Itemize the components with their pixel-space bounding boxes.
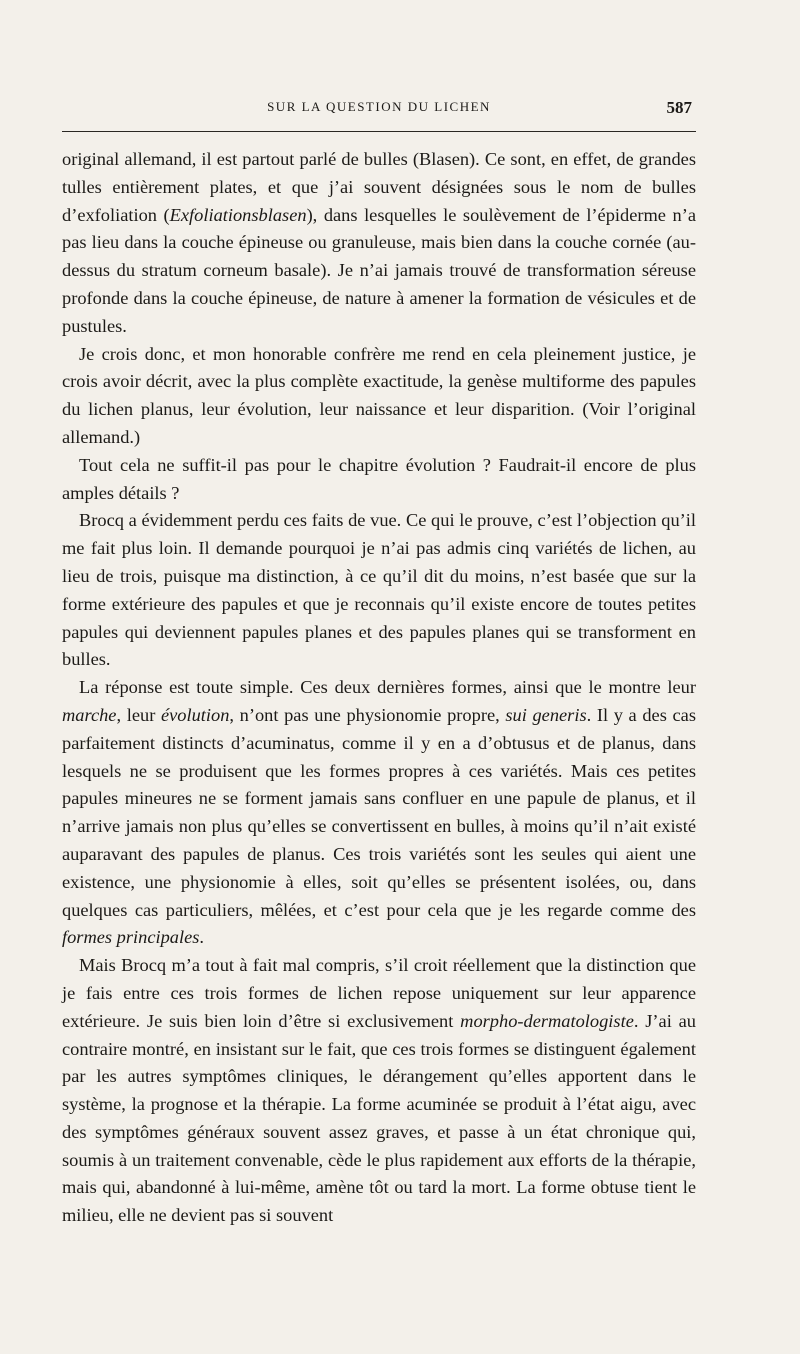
text-run: La réponse est toute simple. Ces deux dernières formes, ainsi que le montre leur [79, 677, 696, 698]
paragraph [62, 952, 696, 1230]
text-run: . J’ai au contraire montré, en insistant sur le fait, que ces trois formes se distinguent également par les autres symptômes cliniques, le dérangement qu’elles apportent dans le système, la prognose et la thérapie. La forme acuminée se produit à l’état aigu, avec des symptômes généraux souvent assez graves, et passe à un état chronique qui, soumis à un traitement convenable, cède le plus rapidement aux efforts de la thérapie, mais qui, abandonné à lui-même, amène tôt ou tard la mort. La forme obtuse tient le milieu, elle ne devient pas si souvent [62, 1010, 696, 1226]
paragraph [62, 146, 696, 341]
text-run: . Il y a des cas parfaitement distincts d’acuminatus, comme il y en a d’obtusus et de planus, dans lesquels ne se produisent que les formes propres à ces variétés. Mais ces petites papules mineures ne se forment jamais sans confluer en une papule de planus, et il n’arrive jamais non plus qu’elles se convertissent en bulles, à moins qu’il n’ait existé auparavant des papules de planus. Ces trois variétés sont les seules qui aient une existence, une physionomie à elles, soit qu’elles se présentent isolées, ou, dans quelques cas particuliers, mêlées, et c’est pour cela que je les regarde comme des [62, 704, 697, 920]
page-header [62, 99, 696, 123]
italic-text: évolution [160, 704, 230, 725]
page-number: 587 [666, 98, 692, 117]
paragraph [62, 341, 696, 452]
paragraph [62, 507, 696, 674]
text-run: , leur [116, 704, 161, 725]
text-run: Brocq a évidemment perdu ces faits de vue. Ce qui le prouve, c’est l’objection qu’il me fait plus loin. Il demande pourquoi je n’ai pas admis cinq variétés de lichen, au lieu de trois, puisque ma distinction, à ce qu’il dit du moins, n’est basée que sur la forme extérieure des papules et que je reconnais qu’il existe encore de toutes petites papules qui deviennent papules planes et des papules planes qui se transforment en bulles. [62, 510, 696, 670]
italic-text: sui generis [505, 704, 587, 725]
running-title: SUR LA QUESTION DU LICHEN [267, 99, 491, 114]
text-run: Mais Brocq m’a tout à fait mal compris, s’il croit réellement que la distinction que je fais entre ces trois formes de lichen repose uniquement sur leur apparence extérieure. Je suis bien loin d’être si exclusivement [62, 955, 696, 1031]
italic-text: morpho-dermatologiste [460, 1010, 634, 1031]
text-run: Je crois donc, et mon honorable confrère me rend en cela pleinement justice, je crois avoir décrit, avec la plus complète exactitude, la genèse multiforme des papules du lichen planus, leur évolution, leur naissance et leur disparition. (Voir l’original allemand.) [62, 343, 696, 447]
text-run: . [199, 927, 205, 948]
paragraph [62, 452, 696, 508]
italic-text: Exfoliationsblasen [169, 204, 307, 225]
italic-text: marche [62, 704, 117, 725]
text-run: original allemand, il est partout parlé de bulles (Blasen). Ce sont, en effet, de grandes tulles entièrement plates, et que j’ai souvent désignées sous le nom de bulles d’exfoliation ( [62, 149, 696, 225]
header-rule [62, 131, 696, 132]
text-run: , n’ont pas une physionomie propre, [229, 704, 506, 725]
italic-text: formes principales [62, 927, 200, 948]
text-run: Tout cela ne suffit-il pas pour le chapitre évolution ? Faudrait-il encore de plus amples détails ? [62, 454, 696, 503]
text-run: ), dans lesquelles le soulèvement de l’épiderme n’a pas lieu dans la couche épineuse ou granuleuse, mais bien dans la couche cornée (au-dessus du stratum corneum basale). Je n’ai jamais trouvé de transformation séreuse profonde dans la couche épineuse, de nature à amener la formation de vésicules et de pustules. [62, 204, 696, 336]
paragraph [62, 674, 696, 952]
body-text [62, 146, 696, 1230]
